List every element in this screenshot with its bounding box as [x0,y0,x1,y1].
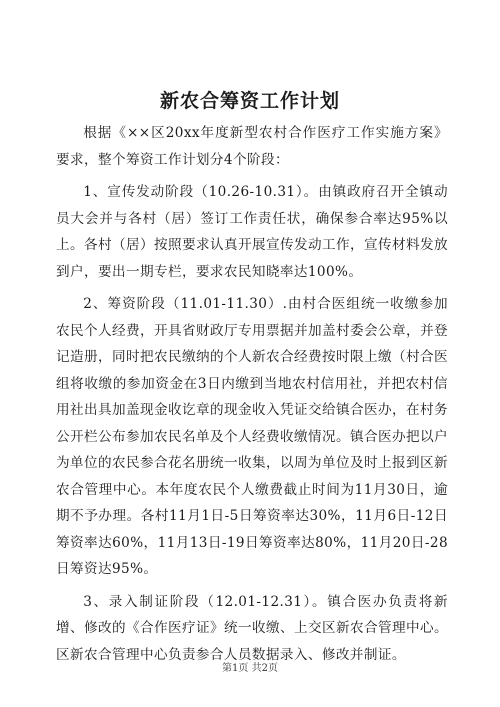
paragraph-intro: 根据《××区20xx年度新型农村合作医疗工作实施方案》要求，整个筹资工作计划分4个阶段： [56,125,448,168]
paragraph-stage-2: 2、筹资阶段（11.01-11.30）.由村合医组统一收缴参加农民个人经费，开具省财政厅专用票据并加盖村委会公章，并登记造册，同时把农民缴纳的个人新农合经费按时限上缴（村合医组将收缴的参加资金在3日内缴到当地农村信用社，并把农村信用社出具加盖现金收讫章的现金收入凭证交给镇合医办，在村务公开栏公布参加农民名单及个人经费收缴情况。镇合医办把以户为单位的农民参合花名册统一收集，以周为单位及时上报到区新农合管理中心。本年度农民个人缴费截止时间为11月30日，逾期不予办理。各村11月1日-5日筹资率达30%，11月6日-12日筹资率达60%，11月13日-19日筹资率达80%，11月20日-28日筹资达95%。 [56,296,448,577]
document-title: 新农合筹资工作计划 [159,90,340,112]
paragraph-stage-3: 3、录入制证阶段（12.01-12.31）。镇合医办负责将新增、修改的《合作医疗证》统一收缴、上交区新农合管理中心。区新农合管理中心负责参合人员数据录入、修改并制证。 [56,593,448,663]
paragraph-stage-1: 1、宣传发动阶段（10.26-10.31）。由镇政府召开全镇动员大会并与各村（居）签订工作责任状，确保参合率达95%以上。各村（居）按照要求认真开展宣传发动工作，宣传材料发放到户，要出一期专栏，要求农民知晓率达100%。 [56,184,448,280]
page-number: 第1页 共2页 [222,663,278,674]
document-body [56,120,448,674]
